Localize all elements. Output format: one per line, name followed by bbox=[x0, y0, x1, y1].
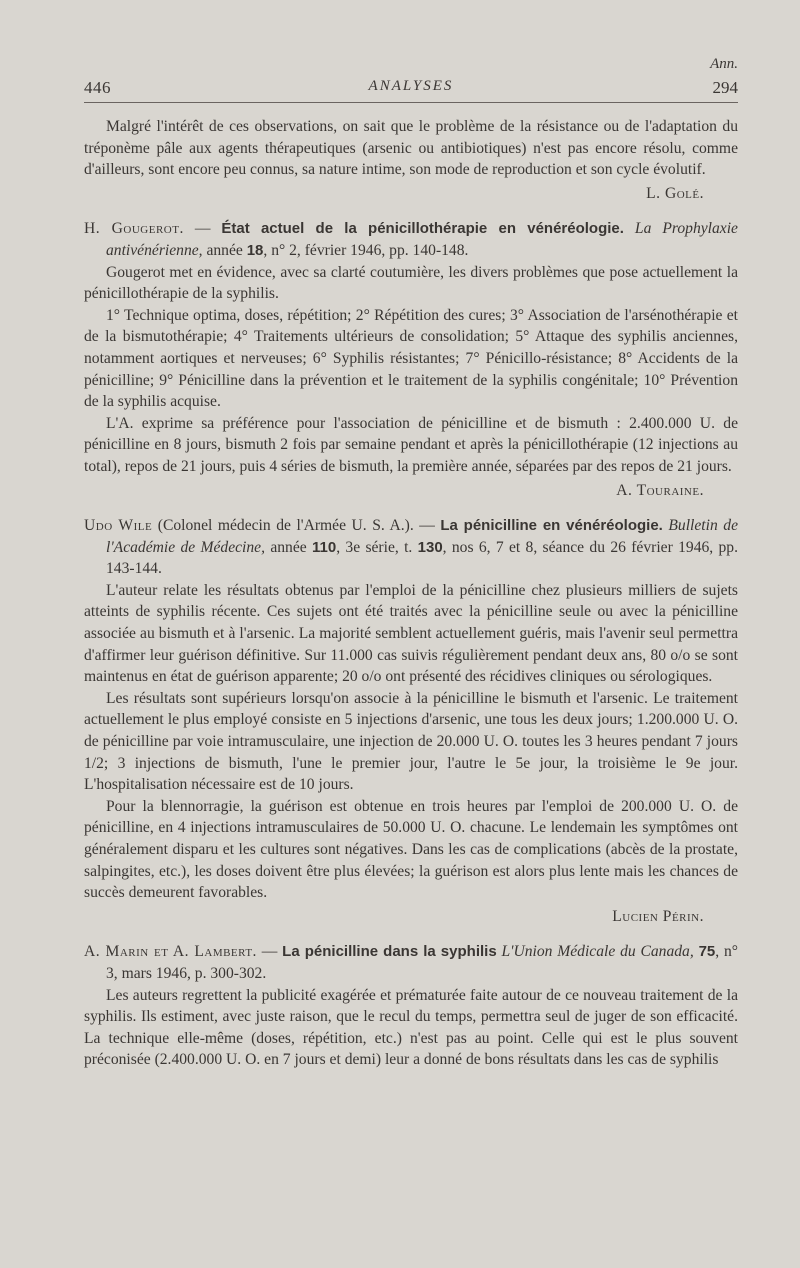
entry1-title: État actuel de la pénicillothérapie en vénéréologie. bbox=[221, 220, 624, 238]
entry2-dash: — bbox=[413, 517, 441, 535]
running-header bbox=[84, 56, 738, 106]
entry1-dash: — bbox=[183, 220, 222, 238]
annals-label: Ann. bbox=[710, 56, 738, 72]
page-body bbox=[84, 116, 738, 1071]
entry2-affiliation: (Colonel médecin de l'Armée U. S. A.). bbox=[152, 517, 414, 535]
entry2-paragraph-3: Pour la blennorragie, la guérison est obtenue en trois heures par l'emploi de 200.000 U. O. de pénicilline, en 4 injections intramusculaires de 50.000 U. O. chacune. Le lendemain les symptômes ont généralement disparu et les cultures sont négatives. Dans les cas de complications (abcès de la prostate, salpingites, etc.), les doses doivent être plus élevées; la guérison est alors plus lente mais les chances de succès demeurent favorables. bbox=[84, 797, 738, 902]
entry2-ref-c: , nos 6, 7 et 8, séance du 26 février 1946, pp. 143-144. bbox=[106, 538, 738, 578]
section-title: ANALYSES bbox=[368, 78, 454, 94]
entry1-paragraph-3: L'A. exprime sa préférence pour l'association de pénicilline et de bismuth : 2.400.000 U. de pénicilline en 8 jours, bismuth 2 fois par semaine pendant et après la pénicillothérapie (12 injections au total), repos de 21 jours, puis 4 séries de bismuth, la première année, séparées par des repos de 21 jours. bbox=[84, 414, 738, 475]
entry2-volume-1: 110 bbox=[312, 538, 337, 556]
entry3-title: La pénicilline dans la syphilis bbox=[282, 943, 497, 961]
page-number-left: 446 bbox=[84, 78, 111, 97]
entry2-paragraph-2: Les résultats sont supérieurs lorsqu'on associe à la pénicilline le bismuth et l'arsenic. Le traitement actuellement le plus employé consiste en 5 injections d'arsenic, une tous les deux jours; 1.200.000 U. O. de pénicilline par voie intramusculaire, une injection de 20.000 U. O. toutes les 3 heures pendant 7 jours 1/2; 3 injections de bismuth, l'une le premier jour, l'autre le 5e jour, la troisième le 9e jour. L'hospitalisation nécessaire est de 10 jours. bbox=[84, 689, 738, 794]
entry2-author: Udo Wile bbox=[84, 517, 153, 535]
page-number-right: 294 bbox=[712, 78, 738, 97]
entry2-paragraph-1: L'auteur relate les résultats obtenus par l'emploi de la pénicilline chez plusieurs milliers de sujets atteints de syphilis récente. Ces sujets ont été traités avec la pénicilline seule ou avec la pénicilline associée au bismuth et à l'arsenic. La majorité semblent actuellement guéris, mais l'avenir seul permettra d'affirmer leur guérison définitive. Sur 11.000 cas suivis régulièrement pendant deux ans, 80 o/o se sont maintenus en état de guérison apparente; 20 o/o ont présenté des récidives cliniques ou sérologiques. bbox=[84, 581, 738, 686]
entry2-reference bbox=[84, 515, 738, 580]
entry2-signature: Lucien Périn. bbox=[612, 907, 704, 925]
entry2-volume-2: 130 bbox=[417, 538, 443, 556]
entry3-dash: — bbox=[256, 943, 283, 961]
entry1-reference bbox=[84, 218, 738, 261]
entry1-volume: 18 bbox=[246, 241, 264, 259]
entry0-paragraph: Malgré l'intérêt de ces observations, on sait que le problème de la résistance ou de l'adaptation du tréponème pâle aux agents thérapeutiques (arsenic ou antibiotiques) n'est pas encore résolu, comme d'ailleurs, sont encore peu connus, sa nature intime, son mode de reproduction et son cycle évolutif. bbox=[84, 118, 738, 179]
entry1-ref-a: année bbox=[202, 241, 247, 259]
entry2-ref-b: , 3e série, t. bbox=[336, 538, 418, 556]
entry3-reference bbox=[84, 941, 738, 984]
entry1-ref-b: , n° 2, février 1946, pp. 140-148. bbox=[263, 241, 469, 259]
entry2-ref-a: année bbox=[265, 538, 312, 556]
entry2-journal: Bulletin de l'Académie de Médecine, bbox=[106, 517, 738, 556]
entry1-paragraph-1: Gougerot met en évidence, avec sa clarté coutumière, les divers problèmes que pose actuellement la pénicillothérapie de la syphilis. bbox=[84, 263, 738, 303]
entry3-journal: L'Union Médicale du Canada, bbox=[496, 943, 694, 961]
header-rule bbox=[84, 102, 738, 103]
entry0-signature: L. Golé. bbox=[646, 184, 704, 202]
entry3-volume: 75 bbox=[698, 943, 716, 961]
entry1-author: H. Gougerot. bbox=[84, 220, 184, 238]
entry3-paragraph-1: Les auteurs regrettent la publicité exagérée et prématurée faite autour de ce nouveau traitement de la syphilis. Ils estiment, avec juste raison, que le recul du temps, permettra seul de juger de son efficacité. La technique elle-même (doses, répétition, etc.) n'est pas au point. Celle qui est le plus souvent préconisée (2.400.000 U. O. en 7 jours et demi) leur a donné de bons résultats dans les cas de syphilis bbox=[84, 986, 738, 1069]
entry3-author: A. Marin et A. Lambert. bbox=[84, 943, 257, 961]
entry1-paragraph-2: 1° Technique optima, doses, répétition; 2° Répétition des cures; 3° Association de l'arsénothérapie et de la bismutothérapie; 4° Traitements ultérieurs de consolidation; 5° Attaque des syphilis anciennes, notamment aortiques et nerveuses; 6° Syphilis résistantes; 7° Pénicillo-résistance; 8° Accidents de la pénicilline; 9° Pénicilline dans la prévention et le traitement de la syphilis congénitale; 10° Prévention de la syphilis acquise. bbox=[84, 306, 738, 411]
entry3-ref-b: , n° 3, mars 1946, p. 300-302. bbox=[106, 943, 738, 982]
entry1-journal: La Prophylaxie antivénérienne, bbox=[106, 220, 738, 259]
entry1-signature: A. Touraine. bbox=[616, 481, 704, 499]
entry2-title: La pénicilline en vénéréologie. bbox=[440, 517, 663, 535]
